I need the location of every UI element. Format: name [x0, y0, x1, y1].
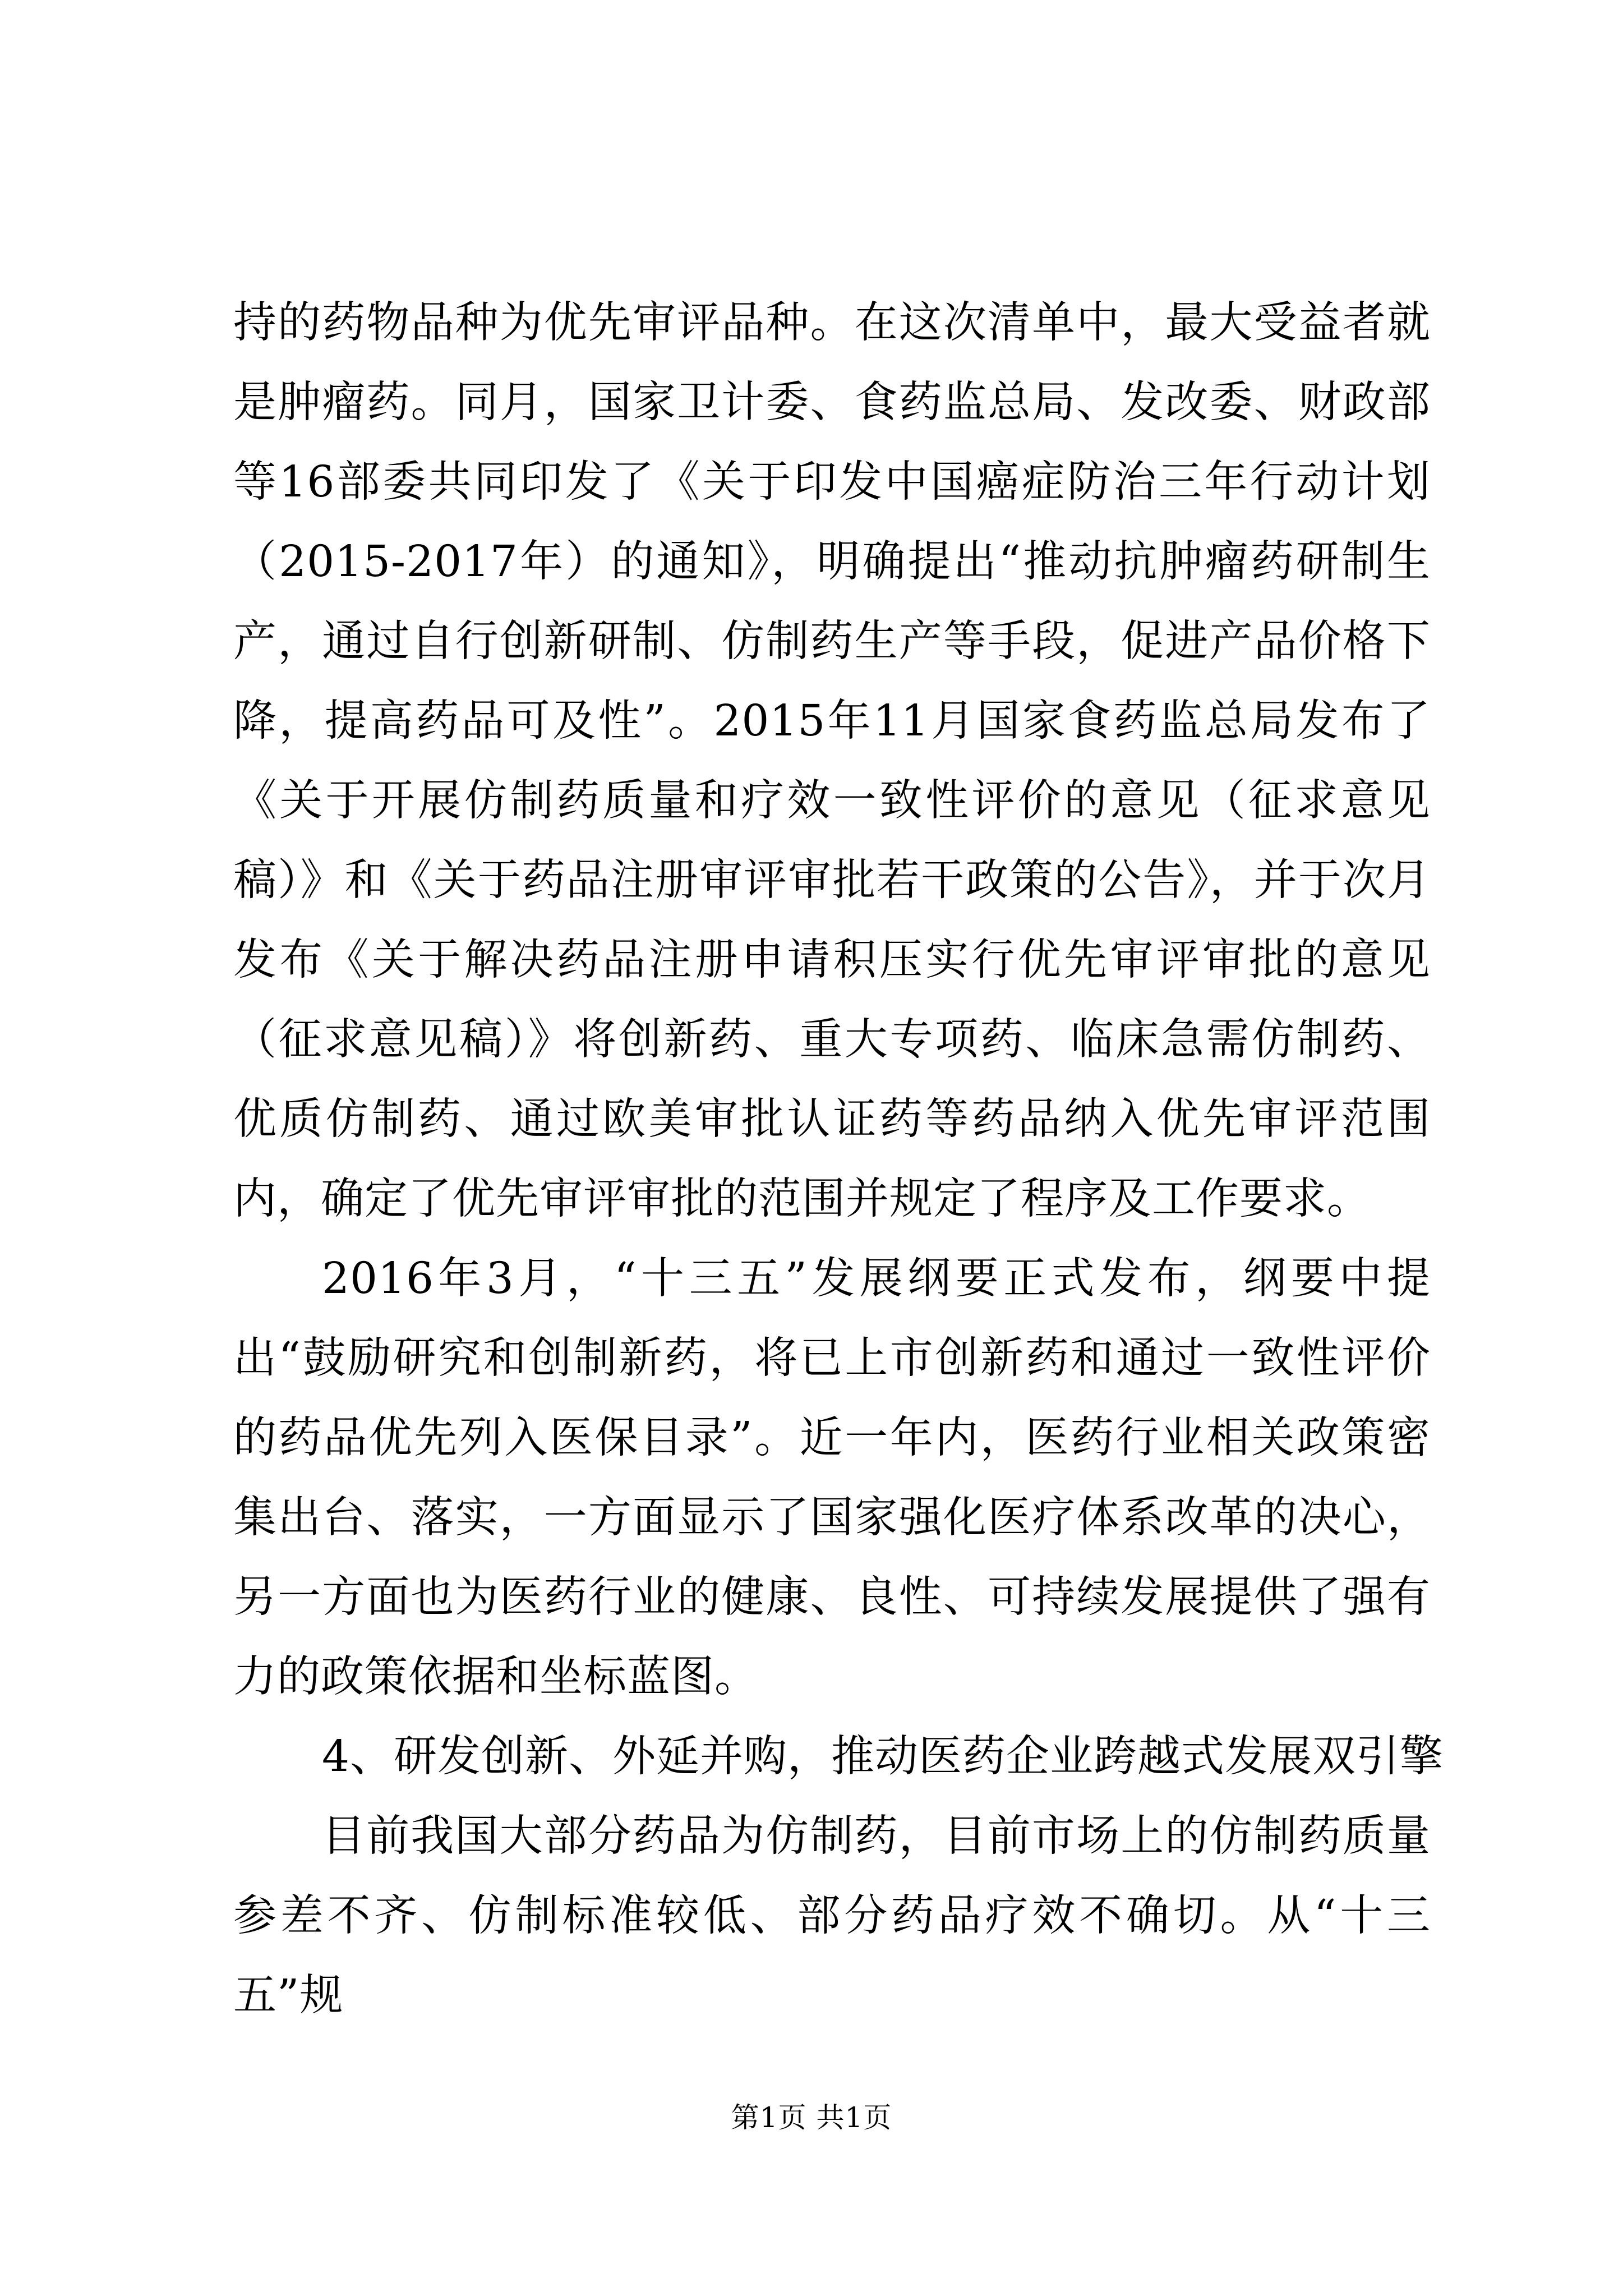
page-footer: 第1页 共1页: [731, 2101, 892, 2134]
section-heading: 4、研发创新、外延并购，推动医药企业跨越式发展双引擎: [322, 1732, 1444, 1782]
document-body: [233, 283, 1444, 2036]
paragraph-3: 目前我国大部分药品为仿制药，目前市场上的仿制药质量参差不齐、仿制标准较低、部分药品疗效不确切。从“十三五”规: [233, 1811, 1431, 2021]
paragraph-1: 持的药物品种为优先审评品种。在这次清单中，最大受益者就是肿瘤药。同月，国家卫计委、食药监总局、发改委、财政部等16部委共同印发了《关于印发中国癌症防治三年行动计划（2015-2017年）的通知》，明确提出“推动抗肿瘤药研制生产，通过自行创新研制、仿制药生产等手段，促进产品价格下降，提高药品可及性”。2015年11月国家食药监总局发布了《关于开展仿制药质量和疗效一致性评价的意见（征求意见稿）》和《关于药品注册审评审批若干政策的公告》，并于次月发布《关于解决药品注册申请积压实行优先审评审批的意见（征求意见稿）》将创新药、重大专项药、临床急需仿制药、优质仿制药、通过欧美审批认证药等药品纳入优先审评范围内，确定了优先审评审批的范围并规定了程序及工作要求。: [233, 298, 1431, 1224]
paragraph-2: 2016年3月，“十三五”发展纲要正式发布，纲要中提出“鼓励研究和创制新药，将已上市创新药和通过一致性评价的药品优先列入医保目录”。近一年内，医药行业相关政策密集出台、落实，一方面显示了国家强化医疗体系改革的决心，另一方面也为医药行业的健康、良性、可持续发展提供了强有力的政策依据和坐标蓝图。: [233, 1254, 1431, 1702]
